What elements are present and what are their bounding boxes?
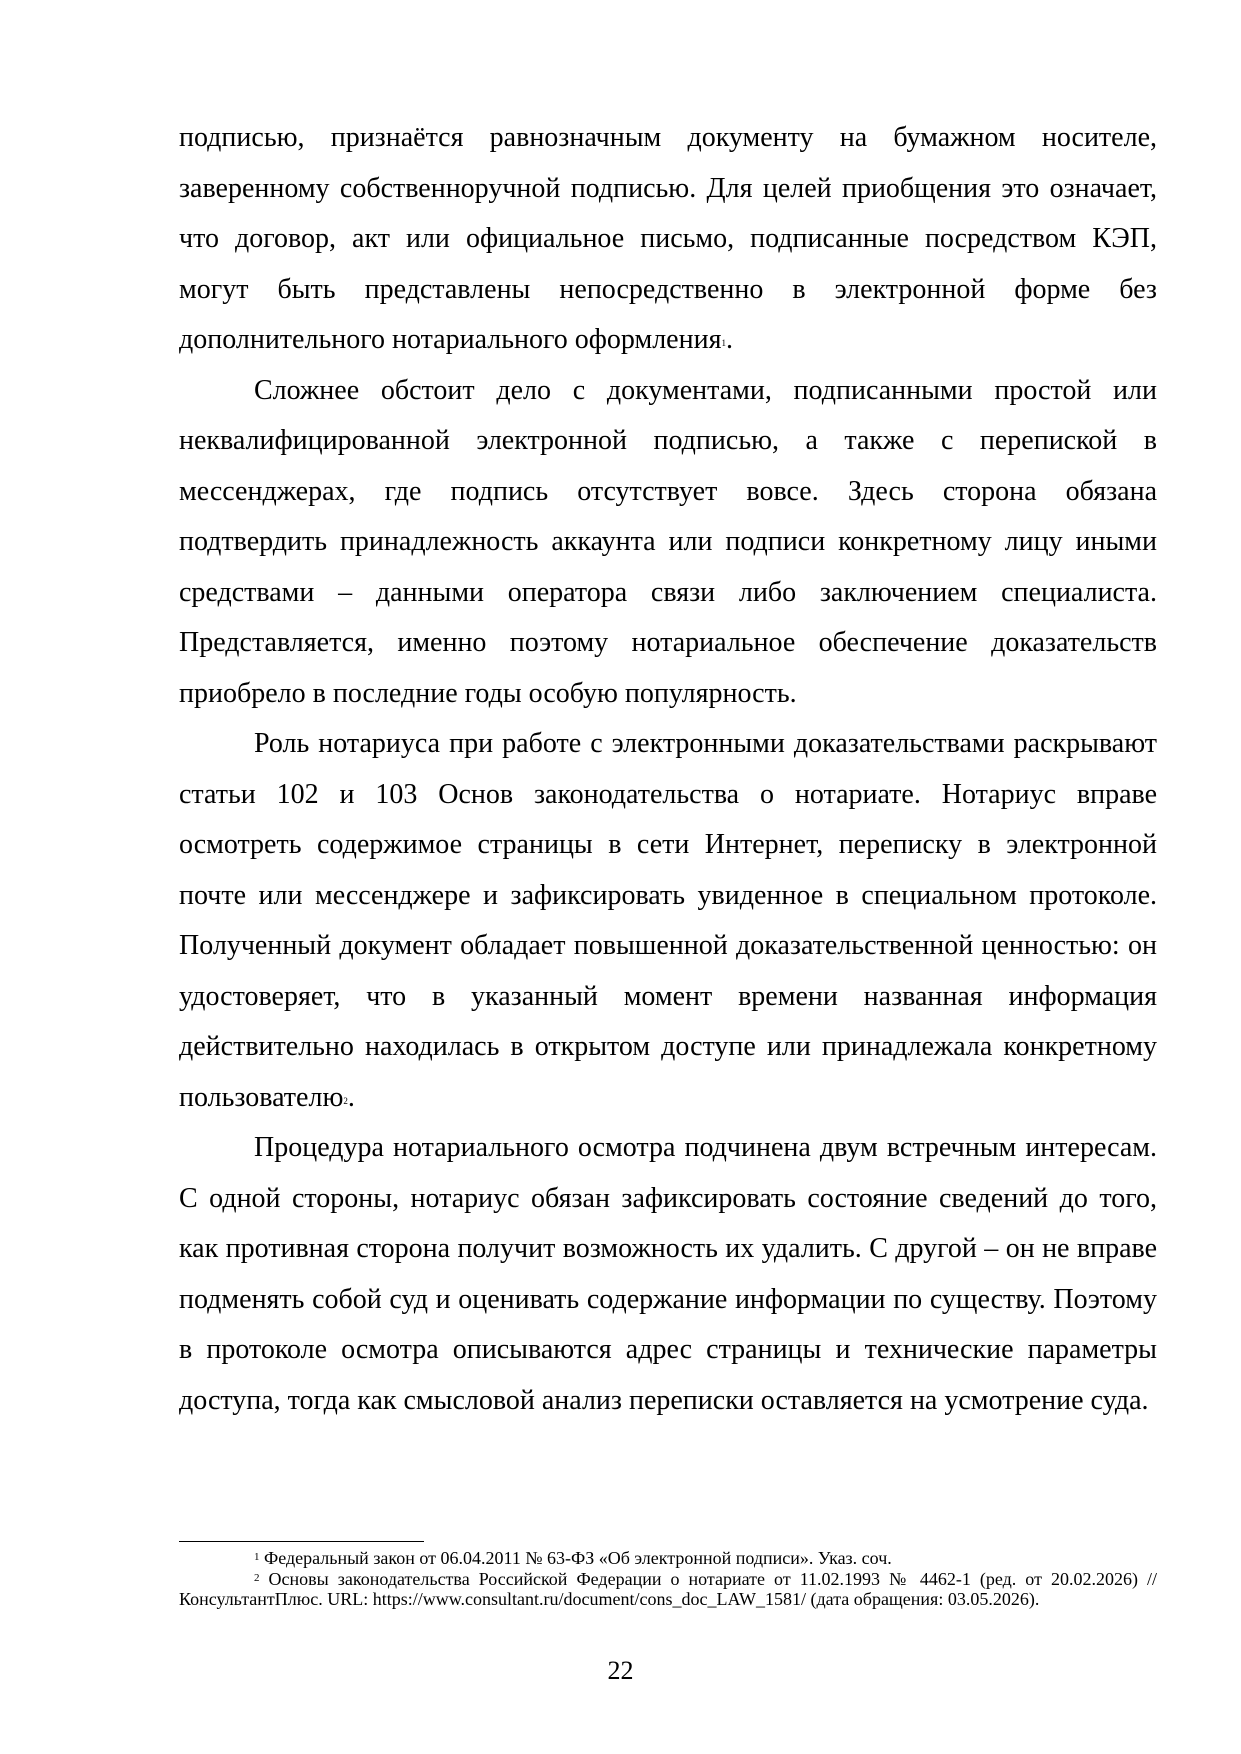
paragraph-text: подписью, признаётся равнозначным документу на бумажном носителе, заверенному собственноручной подписью. Для целей приобщения это означает, что договор, акт или официальное письмо, подписанные посредством КЭП, могут быть представлены непосредственно в электронной форме без дополнительного нотариального оформления — [179, 122, 1157, 355]
paragraph-text: Сложнее обстоит дело с документами, подписанными простой или неквалифицированной электронной подписью, а также с перепиской в мессенджерах, где подпись отсутствует вовсе. Здесь сторона обязана подтвердить принадлежность аккаунта или подписи конкретному лицу иными средствами – данными оператора связи либо заключением специалиста. Представляется, именно поэтому нотариальное обеспечение доказательств приобрело в последние годы особую популярность. — [179, 374, 1157, 709]
paragraph-text: Процедура нотариального осмотра подчинена двум встречным интересам. С одной стороны, нотариус обязан зафиксировать состояние сведений до того, как противная сторона получит возможность их удалить. С другой – он не вправе подменять собой суд и оценивать содержание информации по существу. Поэтому в протоколе осмотра описываются адрес страницы и технические параметры доступа, тогда как смысловой анализ переписки оставляется на усмотрение суда. — [179, 1132, 1157, 1416]
paragraph — [179, 719, 1157, 1123]
body-text — [179, 113, 1157, 1426]
footnote-reference: 2 — [343, 1095, 348, 1106]
paragraph-end: . — [725, 324, 733, 355]
paragraph — [179, 366, 1157, 720]
footnote-text: Федеральный закон от 06.04.2011 № 63-ФЗ «Об электронной подписи». Указ. соч. — [264, 1548, 892, 1568]
paragraph — [179, 113, 1157, 366]
paragraph-text: Роль нотариуса при работе с электронными доказательствами раскрывают статьи 102 и 103 Основ законодательства о нотариате. Нотариус вправе осмотреть содержимое страницы в сети Интернет, переписку в электронной почте или мессенджере и зафиксировать увиденное в специальном протоколе. Полученный документ обладает повышенной доказательственной ценностью: он удостоверяет, что в указанный момент времени названная информация действительно находилась в открытом доступе или принадлежала конкретному пользователю — [179, 728, 1157, 1113]
footnote-separator — [179, 1541, 424, 1542]
footnote — [179, 1569, 1157, 1610]
page-number: 22 — [607, 1656, 634, 1685]
footnote — [179, 1548, 1157, 1569]
footnote-number: 1 — [254, 1551, 260, 1563]
footnotes — [179, 1548, 1157, 1610]
paragraph — [179, 1123, 1157, 1426]
paragraph-end: . — [347, 1081, 355, 1113]
footnote-number: 2 — [254, 1571, 260, 1584]
footnote-text: Основы законодательства Российской Федерации о нотариате от 11.02.1993 № 4462-1 (ред. от 20.02.2026) // КонсультантПлюс. URL: https://www.consultant.ru/document/cons_doc_LAW_1581/ (дата обращения: 03.05.2026). — [179, 1568, 1158, 1609]
footnote-reference: 1 — [721, 338, 726, 348]
